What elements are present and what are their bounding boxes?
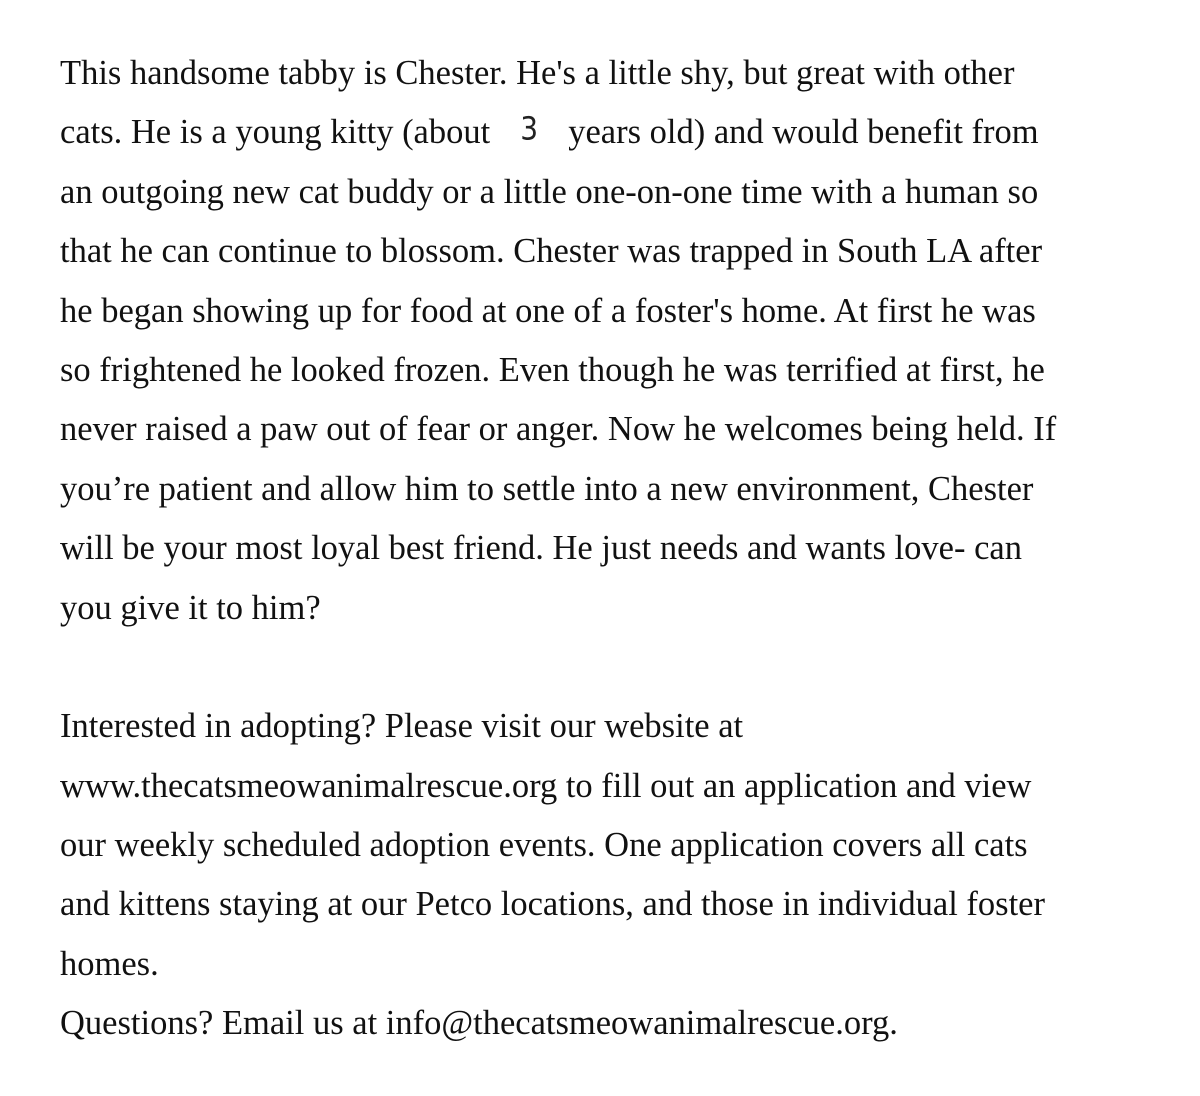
text-line: homes. bbox=[60, 944, 159, 983]
paragraph-spacer bbox=[60, 638, 1160, 697]
text-line: he began showing up for food at one of a foster's home. At first he was bbox=[60, 291, 1036, 330]
text-line: you’re patient and allow him to settle into a new environment, Chester bbox=[60, 469, 1034, 508]
text-line: will be your most loyal best friend. He just needs and wants love- can bbox=[60, 529, 1022, 568]
age-text-after: years old) and would benefit from bbox=[568, 113, 1039, 152]
text-line: so frightened he looked frozen. Even though he was terrified at first, he bbox=[60, 350, 1045, 389]
handwritten-age: 3 bbox=[520, 109, 539, 148]
description-paragraph bbox=[60, 44, 1160, 638]
age-text-before: cats. He is a young kitty (about bbox=[60, 113, 491, 152]
text-line: and kittens staying at our Petco locations, and those in individual foster bbox=[60, 885, 1045, 924]
contact-email-line: Questions? Email us at info@thecatsmeowanimalrescue.org. bbox=[60, 1004, 898, 1043]
text-line: that he can continue to blossom. Chester was trapped in South LA after bbox=[60, 232, 1043, 271]
text-line: Interested in adopting? Please visit our website at bbox=[60, 707, 744, 746]
text-line-age bbox=[60, 103, 1160, 162]
text-line: never raised a paw out of fear or anger. Now he welcomes being held. If bbox=[60, 410, 1057, 449]
text-line: you give it to him? bbox=[60, 588, 321, 627]
text-line: an outgoing new cat buddy or a little one-on-one time with a human so bbox=[60, 172, 1039, 211]
contact-paragraph bbox=[60, 994, 1160, 1053]
text-line: This handsome tabby is Chester. He's a little shy, but great with other bbox=[60, 54, 1015, 92]
adoption-notice bbox=[60, 44, 1160, 1054]
adoption-info-paragraph bbox=[60, 697, 1160, 994]
text-line: our weekly scheduled adoption events. One application covers all cats bbox=[60, 826, 1028, 865]
text-line-website: www.thecatsmeowanimalrescue.org to fill out an application and view bbox=[60, 766, 1032, 805]
